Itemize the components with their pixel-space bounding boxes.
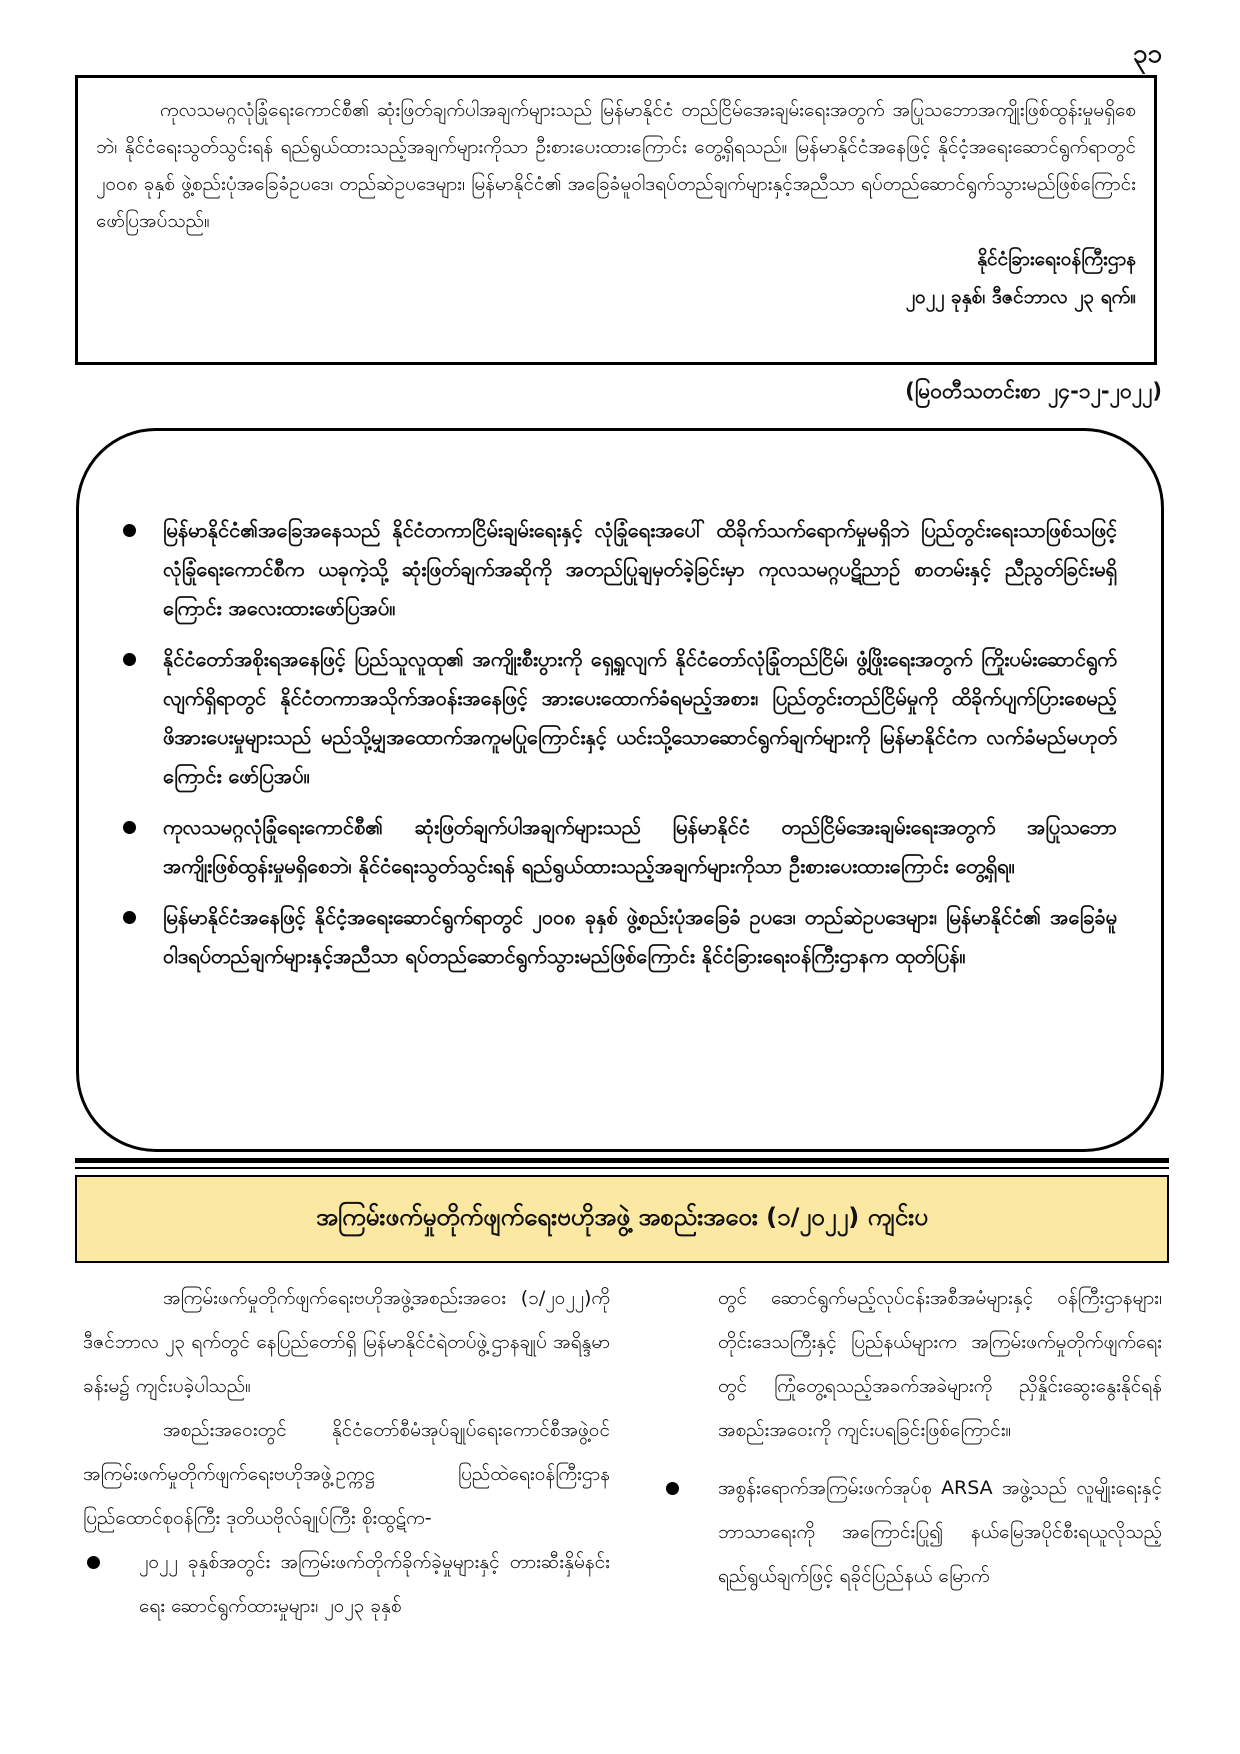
summary-point-text: ကုလသမဂ္ဂလုံခြုံရေးကောင်စီ၏ ဆုံးဖြတ်ချက်ပါအချက်များသည် မြန်မာနိုင်ငံ တည်ငြိမ်အေးချမ်းရေးအတွက် အပြုသဘောအကျိုးဖြစ်ထွန်းမှုမရှိစေဘဲ၊ နိုင်ငံရေးသွတ်သွင်းရန် ရည်ရွယ်ထားသည့်အချက်များကိုသာ ဦးစားပေးထားကြောင်း တွေ့ရှိရ။ — [163, 815, 1117, 878]
article-column-left — [83, 1276, 610, 1628]
summary-point — [119, 640, 1117, 796]
article-bullet-list — [83, 1540, 610, 1628]
section-divider-thick — [75, 1158, 1169, 1163]
article-bullet — [662, 1466, 1162, 1598]
article-column-right — [662, 1276, 1162, 1598]
article-bullet-continuation — [662, 1276, 1162, 1452]
bullet-icon — [123, 653, 136, 666]
summary-point-text: နိုင်ငံတော်အစိုးရအနေဖြင့် ပြည်သူလူထု၏ အကျိုးစီးပွားကို ရှေ့ရှုလျက် နိုင်ငံတော်လုံခြုံတည်ငြိမ်၊ ဖွံ့ဖြိုးရေးအတွက် ကြိုးပမ်းဆောင်ရွက်လျက်ရှိရာတွင် နိုင်ငံတကာအသိုက်အဝန်းအနေဖြင့် အားပေးထောက်ခံရမည့်အစား၊ ပြည်တွင်းတည်ငြိမ်မှုကို ထိခိုက်ပျက်ပြားစေမည့် ဖိအားပေးမှုများသည် မည်သို့မျှအထောက်အကူမပြုကြောင်းနှင့် ယင်းသို့သောဆောင်ရွက်ချက်များကို မြန်မာနိုင်ငံက လက်ခံမည်မဟုတ်ကြောင်း ဖော်ပြအပ်။ — [163, 647, 1117, 788]
summary-point-text: မြန်မာနိုင်ငံ၏အခြေအနေသည် နိုင်ငံတကာငြိမ်းချမ်းရေးနှင့် လုံခြုံရေးအပေါ် ထိခိုက်သက်ရောက်မှုမရှိဘဲ ပြည်တွင်းရေးသာဖြစ်သဖြင့် လုံခြုံရေးကောင်စီက ယခုကဲ့သို့ ဆုံးဖြတ်ချက်အဆိုကို အတည်ပြုချမှတ်ခဲ့ခြင်းမှာ ကုလသမဂ္ဂပဋိညာဉ် စာတမ်းနှင့် ညီညွတ်ခြင်းမရှိကြောင်း အလေးထားဖော်ပြအပ်။ — [163, 518, 1117, 620]
summary-point — [119, 511, 1117, 628]
page-number: ၃၁ — [1132, 39, 1162, 69]
statement-issuer: နိုင်ငံခြားရေးဝန်ကြီးဌာန — [977, 248, 1136, 270]
article-bullet-text: အစွန်းရောက်အကြမ်းဖက်အုပ်စု ARSA အဖွဲ့သည် လူမျိုးရေးနှင့်ဘာသာရေးကို အကြောင်းပြု၍ နယ်မြေအပိုင်စီးရယူလိုသည့် ရည်ရွယ်ချက်ဖြင့် ရခိုင်ပြည်နယ် မြောက် — [718, 1477, 1162, 1587]
summary-list — [119, 511, 1117, 976]
article-headline: အကြမ်းဖက်မှုတိုက်ဖျက်ရေးဗဟိုအဖွဲ့ အစည်းအဝေး (၁/၂၀၂၂) ကျင်းပ — [75, 1175, 1169, 1263]
article-bullet — [83, 1540, 610, 1628]
article-paragraph: အစည်းအဝေးတွင် နိုင်ငံတော်စီမံအုပ်ချုပ်ရေးကောင်စီအဖွဲ့ဝင် အကြမ်းဖက်မှုတိုက်ဖျက်ရေးဗဟိုအဖွဲ့ဥက္ကဋ္ဌ ပြည်ထဲရေးဝန်ကြီးဌာန ပြည်ထောင်စုဝန်ကြီး ဒုတိယဗိုလ်ချုပ်ကြီး စိုးထွဋ်က- — [83, 1419, 610, 1529]
article-bullet-list — [662, 1276, 1162, 1598]
summary-box — [76, 428, 1164, 1152]
summary-point — [119, 898, 1117, 976]
bullet-icon — [123, 911, 136, 924]
section-divider-thin — [75, 1167, 1169, 1169]
bullet-icon — [87, 1556, 100, 1569]
statement-box — [75, 75, 1157, 365]
statement-body: ကုလသမဂ္ဂလုံခြုံရေးကောင်စီ၏ ဆုံးဖြတ်ချက်ပါအချက်များသည် မြန်မာနိုင်ငံ တည်ငြိမ်အေးချမ်းရေးအတွက် အပြုသဘောအကျိုးဖြစ်ထွန်းမှုမရှိစေဘဲ၊ နိုင်ငံရေးသွတ်သွင်းရန် ရည်ရွယ်ထားသည့်အချက်များကိုသာ ဦးစားပေးထားကြောင်း တွေ့ရှိရသည်။ မြန်မာနိုင်ငံအနေဖြင့် နိုင်ငံ့အရေးဆောင်ရွက်ရာတွင် ၂၀၀၈ ခုနှစ် ဖွဲ့စည်းပုံအခြေခံဥပဒေ၊ တည်ဆဲဥပဒေများ၊ မြန်မာနိုင်ငံ၏ အခြေခံမူဝါဒရပ်တည်ချက်များနှင့်အညီသာ ရပ်တည်ဆောင်ရွက်သွားမည်ဖြစ်ကြောင်း ဖော်ပြအပ်သည်။ — [96, 99, 1136, 232]
statement-date: ၂၀၂၂ ခုနှစ်၊ ဒီဇင်ဘာလ ၂၃ ရက်။ — [905, 286, 1136, 308]
article-bullet-text: တွင် ဆောင်ရွက်မည့်လုပ်ငန်းအစီအမံများနှင့် ဝန်ကြီးဌာနများ၊ တိုင်းဒေသကြီးနှင့် ပြည်နယ်များက အကြမ်းဖက်မှုတိုက်ဖျက်ရေးတွင် ကြုံတွေ့ရသည့်အခက်အခဲများကို ညှိနှိုင်းဆွေးနွေးနိုင်ရန် အစည်းအဝေးကို ကျင်းပရခြင်းဖြစ်ကြောင်း။ — [718, 1287, 1162, 1441]
bullet-icon — [123, 821, 136, 834]
bullet-icon — [123, 524, 136, 537]
article-paragraph: အကြမ်းဖက်မှုတိုက်ဖျက်ရေးဗဟိုအဖွဲ့အစည်းအဝေး (၁/၂၀၂၂)ကို ဒီဇင်ဘာလ ၂၃ ရက်တွင် နေပြည်တော်ရှိ မြန်မာနိုင်ငံရဲတပ်ဖွဲ့ဌာနချုပ် အရိန္ဒမာခန်းမ၌ ကျင်းပခဲ့ပါသည်။ — [83, 1287, 610, 1397]
summary-point — [119, 808, 1117, 886]
article-bullet-text: ၂၀၂၂ ခုနှစ်အတွင်း အကြမ်းဖက်တိုက်ခိုက်ခဲ့မှုများနှင့် တားဆီးနှိမ်နင်းရေး ဆောင်ရွက်ထားမှုများ၊ ၂၀၂၃ ခုနှစ် — [139, 1551, 610, 1617]
source-citation: (မြဝတီသတင်းစာ ၂၄-၁၂-၂၀၂၂) — [905, 379, 1162, 403]
bullet-icon — [666, 1482, 679, 1495]
summary-point-text: မြန်မာနိုင်ငံအနေဖြင့် နိုင်ငံ့အရေးဆောင်ရွက်ရာတွင် ၂၀၀၈ ခုနှစ် ဖွဲ့စည်းပုံအခြေခံ ဥပဒေ၊ တည်ဆဲဥပဒေများ၊ မြန်မာနိုင်ငံ၏ အခြေခံမူဝါဒရပ်တည်ချက်များနှင့်အညီသာ ရပ်တည်ဆောင်ရွက်သွားမည်ဖြစ်ကြောင်း နိုင်ငံခြားရေးဝန်ကြီးဌာနက ထုတ်ပြန်။ — [163, 905, 1117, 968]
